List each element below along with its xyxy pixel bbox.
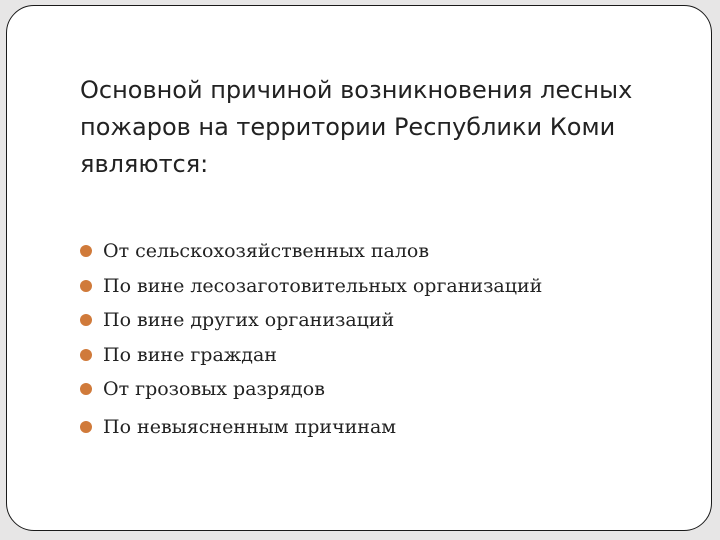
title-line-3: являются: — [80, 150, 209, 178]
bullet-dot-icon — [80, 245, 92, 257]
title-line-2: пожаров на территории Республики Коми — [80, 113, 616, 141]
list-item — [80, 372, 542, 407]
list-item — [80, 303, 542, 338]
bullet-text: От сельскохозяйственных палов — [103, 240, 430, 263]
slide-title — [80, 72, 700, 183]
bullet-dot-icon — [80, 383, 92, 395]
list-item — [80, 269, 542, 304]
bullet-list — [80, 234, 542, 444]
bullet-dot-icon — [80, 280, 92, 292]
bullet-text: По невыясненным причинам — [103, 415, 397, 438]
title-line-1: Основной причиной возникновения лесных — [80, 76, 633, 104]
bullet-dot-icon — [80, 349, 92, 361]
bullet-text: По вине граждан — [103, 343, 277, 366]
bullet-dot-icon — [80, 314, 92, 326]
list-item — [80, 234, 542, 269]
bullet-text: По вине лесозаготовительных организаций — [103, 274, 543, 297]
list-item — [80, 410, 542, 445]
bullet-text: По вине других организаций — [103, 309, 395, 332]
bullet-dot-icon — [80, 421, 92, 433]
bullet-text: От грозовых разрядов — [103, 378, 325, 401]
list-item — [80, 338, 542, 373]
